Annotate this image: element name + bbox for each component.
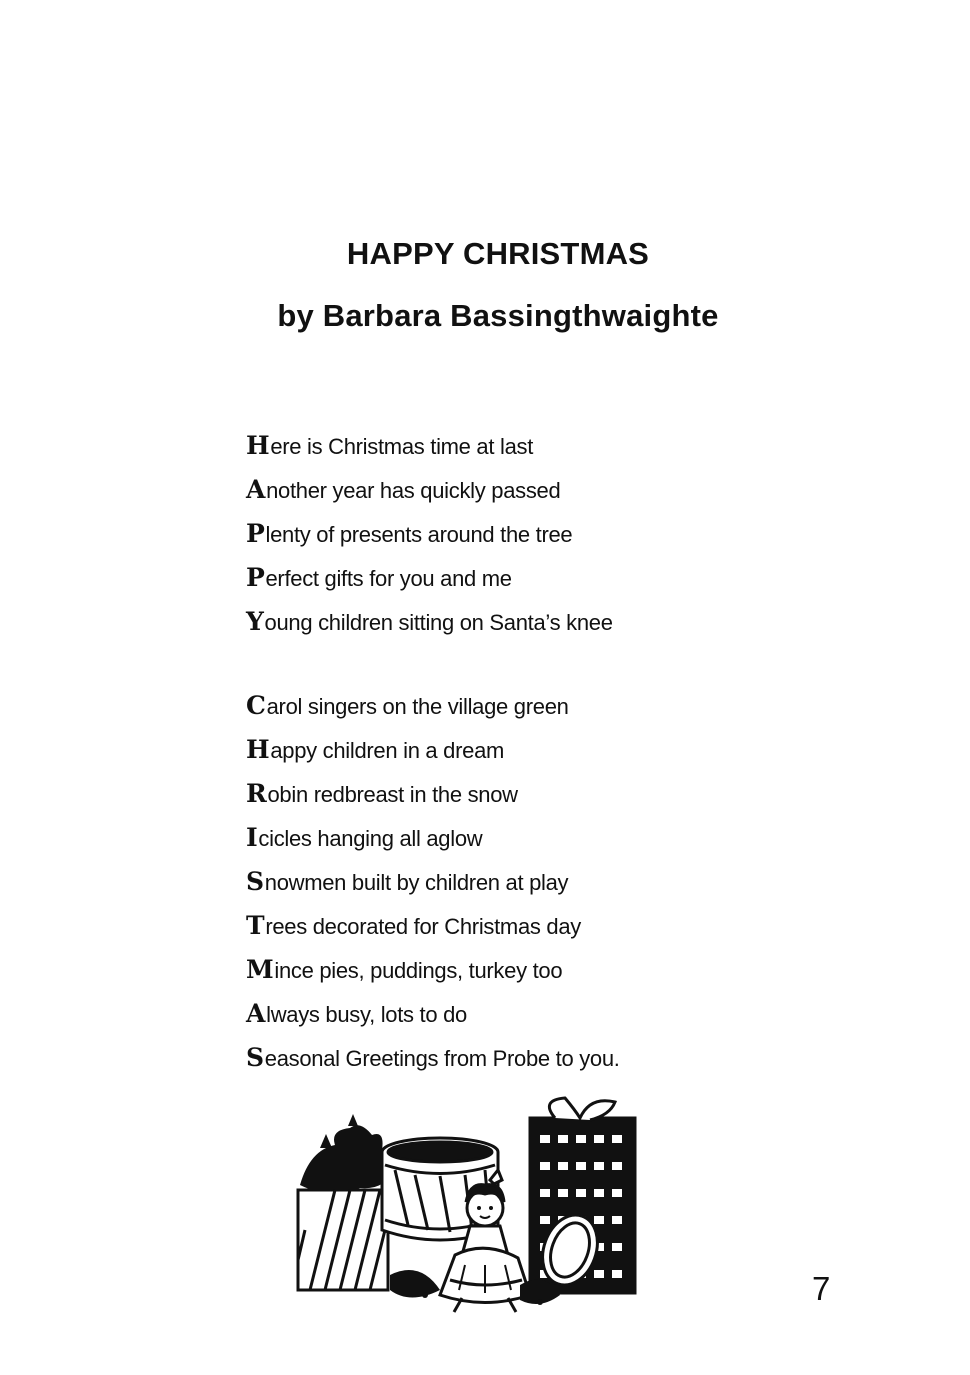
line-text: easonal Greetings from Probe to you. — [264, 1046, 620, 1071]
line-text: rees decorated for Christmas day — [265, 914, 581, 939]
poem-line — [246, 860, 620, 904]
line-initial: H — [246, 431, 270, 460]
poem-line — [246, 424, 613, 468]
poem-line — [246, 468, 613, 512]
poem-author: by Barbara Bassingthwaighte — [277, 298, 719, 333]
line-initial: P — [246, 519, 265, 548]
poem-line — [246, 816, 620, 860]
line-initial: P — [246, 563, 265, 592]
poem-title: HAPPY CHRISTMAS — [346, 236, 650, 271]
line-text: nother year has quickly passed — [266, 478, 561, 503]
poem-line — [246, 948, 620, 992]
line-initial: R — [246, 779, 267, 808]
poem-line — [246, 992, 620, 1036]
poem-line — [246, 904, 620, 948]
poem-line — [246, 728, 620, 772]
page-number: 7 — [812, 1270, 831, 1307]
poem-line — [246, 512, 613, 556]
line-initial: H — [246, 735, 270, 764]
line-text: oung children sitting on Santa’s knee — [264, 610, 613, 635]
poem-line — [246, 556, 613, 600]
line-initial: Y — [246, 607, 264, 636]
line-initial: T — [246, 911, 265, 940]
line-text: appy children in a dream — [270, 738, 505, 763]
line-text: arol singers on the village green — [266, 694, 569, 719]
line-initial: M — [246, 955, 274, 984]
line-initial: S — [246, 867, 264, 896]
line-text: ere is Christmas time at last — [270, 434, 534, 459]
poem-stanza-2 — [246, 684, 620, 1080]
line-initial: I — [246, 823, 258, 852]
line-initial: C — [246, 691, 266, 720]
line-initial: S — [246, 1043, 264, 1072]
poem-stanza-1 — [246, 424, 613, 644]
line-text: lways busy, lots to do — [266, 1002, 467, 1027]
line-text: cicles hanging all aglow — [258, 826, 483, 851]
poem-line — [246, 1036, 620, 1080]
poem-line — [246, 600, 613, 644]
christmas-presents-illustration — [290, 1090, 650, 1320]
line-text: ince pies, puddings, turkey too — [274, 958, 563, 983]
line-text: erfect gifts for you and me — [265, 566, 512, 591]
line-text: lenty of presents around the tree — [265, 522, 573, 547]
poem-line — [246, 772, 620, 816]
line-initial: A — [246, 999, 266, 1028]
line-initial: A — [246, 475, 266, 504]
line-text: nowmen built by children at play — [264, 870, 569, 895]
poem-line — [246, 684, 620, 728]
line-text: obin redbreast in the snow — [267, 782, 518, 807]
